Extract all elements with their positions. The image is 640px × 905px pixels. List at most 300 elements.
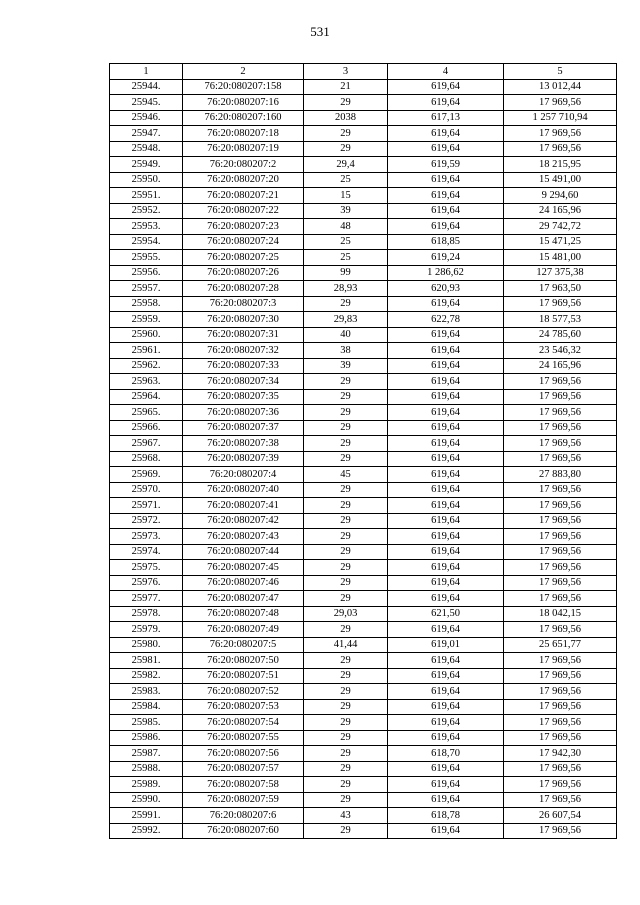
area-cell: 29 bbox=[304, 482, 388, 498]
table-row bbox=[110, 653, 617, 669]
area-cell: 29 bbox=[304, 668, 388, 684]
cadastral-number-cell: 76:20:080207:55 bbox=[183, 730, 304, 746]
row-number-cell: 25959. bbox=[110, 312, 183, 328]
cadastral-number-cell: 76:20:080207:48 bbox=[183, 606, 304, 622]
cadastral-number-cell: 76:20:080207:46 bbox=[183, 575, 304, 591]
value-cell: 27 883,80 bbox=[504, 467, 617, 483]
row-number-cell: 25975. bbox=[110, 560, 183, 576]
table-row bbox=[110, 823, 617, 839]
rate-cell: 619,64 bbox=[388, 389, 504, 405]
table-row bbox=[110, 560, 617, 576]
value-cell: 15 481,00 bbox=[504, 250, 617, 266]
table-row bbox=[110, 622, 617, 638]
cadastral-number-cell: 76:20:080207:19 bbox=[183, 141, 304, 157]
row-number-cell: 25963. bbox=[110, 374, 183, 390]
area-cell: 39 bbox=[304, 358, 388, 374]
table-row bbox=[110, 482, 617, 498]
value-cell: 24 785,60 bbox=[504, 327, 617, 343]
area-cell: 48 bbox=[304, 219, 388, 235]
rate-cell: 617,13 bbox=[388, 110, 504, 126]
value-cell: 18 042,15 bbox=[504, 606, 617, 622]
row-number-cell: 25974. bbox=[110, 544, 183, 560]
row-number-cell: 25961. bbox=[110, 343, 183, 359]
cadastral-number-cell: 76:20:080207:60 bbox=[183, 823, 304, 839]
value-cell: 17 969,56 bbox=[504, 777, 617, 793]
row-number-cell: 25978. bbox=[110, 606, 183, 622]
value-cell: 17 969,56 bbox=[504, 296, 617, 312]
area-cell: 29 bbox=[304, 374, 388, 390]
table-row bbox=[110, 684, 617, 700]
area-cell: 29 bbox=[304, 823, 388, 839]
rate-cell: 619,64 bbox=[388, 544, 504, 560]
table-row bbox=[110, 792, 617, 808]
area-cell: 29 bbox=[304, 405, 388, 421]
table-row bbox=[110, 250, 617, 266]
row-number-cell: 25954. bbox=[110, 234, 183, 250]
area-cell: 29 bbox=[304, 560, 388, 576]
area-cell: 29 bbox=[304, 792, 388, 808]
area-cell: 29 bbox=[304, 684, 388, 700]
table-row bbox=[110, 234, 617, 250]
area-cell: 39 bbox=[304, 203, 388, 219]
area-cell: 15 bbox=[304, 188, 388, 204]
column-header-3: 3 bbox=[304, 64, 388, 80]
cadastral-number-cell: 76:20:080207:49 bbox=[183, 622, 304, 638]
value-cell: 17 963,50 bbox=[504, 281, 617, 297]
area-cell: 29 bbox=[304, 746, 388, 762]
rate-cell: 618,85 bbox=[388, 234, 504, 250]
cadastral-number-cell: 76:20:080207:30 bbox=[183, 312, 304, 328]
value-cell: 17 969,56 bbox=[504, 529, 617, 545]
table-row bbox=[110, 312, 617, 328]
table-row bbox=[110, 219, 617, 235]
cadastral-number-cell: 76:20:080207:18 bbox=[183, 126, 304, 142]
row-number-cell: 25955. bbox=[110, 250, 183, 266]
value-cell: 9 294,60 bbox=[504, 188, 617, 204]
area-cell: 29 bbox=[304, 699, 388, 715]
area-cell: 25 bbox=[304, 172, 388, 188]
cadastral-number-cell: 76:20:080207:43 bbox=[183, 529, 304, 545]
value-cell: 17 969,56 bbox=[504, 761, 617, 777]
area-cell: 41,44 bbox=[304, 637, 388, 653]
area-cell: 29 bbox=[304, 95, 388, 111]
area-cell: 45 bbox=[304, 467, 388, 483]
value-cell: 17 969,56 bbox=[504, 699, 617, 715]
cadastral-number-cell: 76:20:080207:5 bbox=[183, 637, 304, 653]
row-number-cell: 25991. bbox=[110, 808, 183, 824]
cadastral-number-cell: 76:20:080207:41 bbox=[183, 498, 304, 514]
rate-cell: 619,64 bbox=[388, 141, 504, 157]
cadastral-number-cell: 76:20:080207:38 bbox=[183, 436, 304, 452]
column-header-5: 5 bbox=[504, 64, 617, 80]
table-row bbox=[110, 327, 617, 343]
row-number-cell: 25988. bbox=[110, 761, 183, 777]
value-cell: 17 969,56 bbox=[504, 575, 617, 591]
value-cell: 29 742,72 bbox=[504, 219, 617, 235]
value-cell: 17 969,56 bbox=[504, 730, 617, 746]
area-cell: 29 bbox=[304, 761, 388, 777]
table-row bbox=[110, 761, 617, 777]
cadastral-number-cell: 76:20:080207:24 bbox=[183, 234, 304, 250]
value-cell: 15 471,25 bbox=[504, 234, 617, 250]
area-cell: 29 bbox=[304, 436, 388, 452]
rate-cell: 621,50 bbox=[388, 606, 504, 622]
row-number-cell: 25956. bbox=[110, 265, 183, 281]
row-number-cell: 25986. bbox=[110, 730, 183, 746]
row-number-cell: 25964. bbox=[110, 389, 183, 405]
table-row bbox=[110, 79, 617, 95]
rate-cell: 620,93 bbox=[388, 281, 504, 297]
area-cell: 29 bbox=[304, 141, 388, 157]
table-row bbox=[110, 637, 617, 653]
rate-cell: 619,64 bbox=[388, 668, 504, 684]
table-row bbox=[110, 746, 617, 762]
table-header-row bbox=[110, 64, 617, 80]
table-row bbox=[110, 95, 617, 111]
table-row bbox=[110, 405, 617, 421]
area-cell: 29 bbox=[304, 126, 388, 142]
cadastral-number-cell: 76:20:080207:6 bbox=[183, 808, 304, 824]
value-cell: 17 969,56 bbox=[504, 544, 617, 560]
table-row bbox=[110, 374, 617, 390]
cadastral-number-cell: 76:20:080207:45 bbox=[183, 560, 304, 576]
rate-cell: 619,64 bbox=[388, 79, 504, 95]
value-cell: 17 969,56 bbox=[504, 715, 617, 731]
row-number-cell: 25970. bbox=[110, 482, 183, 498]
value-cell: 13 012,44 bbox=[504, 79, 617, 95]
cadastral-number-cell: 76:20:080207:25 bbox=[183, 250, 304, 266]
rate-cell: 619,64 bbox=[388, 436, 504, 452]
cadastral-number-cell: 76:20:080207:54 bbox=[183, 715, 304, 731]
area-cell: 29,83 bbox=[304, 312, 388, 328]
table-row bbox=[110, 591, 617, 607]
value-cell: 17 969,56 bbox=[504, 653, 617, 669]
rate-cell: 619,64 bbox=[388, 792, 504, 808]
row-number-cell: 25967. bbox=[110, 436, 183, 452]
row-number-cell: 25944. bbox=[110, 79, 183, 95]
value-cell: 17 969,56 bbox=[504, 141, 617, 157]
registry-table bbox=[109, 63, 617, 839]
row-number-cell: 25965. bbox=[110, 405, 183, 421]
cadastral-number-cell: 76:20:080207:50 bbox=[183, 653, 304, 669]
value-cell: 17 969,56 bbox=[504, 95, 617, 111]
row-number-cell: 25984. bbox=[110, 699, 183, 715]
row-number-cell: 25950. bbox=[110, 172, 183, 188]
table-row bbox=[110, 699, 617, 715]
value-cell: 127 375,38 bbox=[504, 265, 617, 281]
rate-cell: 619,64 bbox=[388, 730, 504, 746]
area-cell: 29,03 bbox=[304, 606, 388, 622]
area-cell: 29 bbox=[304, 715, 388, 731]
table-row bbox=[110, 110, 617, 126]
value-cell: 17 969,56 bbox=[504, 126, 617, 142]
value-cell: 17 942,30 bbox=[504, 746, 617, 762]
rate-cell: 619,64 bbox=[388, 405, 504, 421]
cadastral-number-cell: 76:20:080207:51 bbox=[183, 668, 304, 684]
row-number-cell: 25987. bbox=[110, 746, 183, 762]
rate-cell: 619,64 bbox=[388, 653, 504, 669]
area-cell: 43 bbox=[304, 808, 388, 824]
table-row bbox=[110, 606, 617, 622]
area-cell: 2038 bbox=[304, 110, 388, 126]
value-cell: 17 969,56 bbox=[504, 498, 617, 514]
value-cell: 17 969,56 bbox=[504, 374, 617, 390]
row-number-cell: 25983. bbox=[110, 684, 183, 700]
area-cell: 29 bbox=[304, 777, 388, 793]
rate-cell: 619,01 bbox=[388, 637, 504, 653]
cadastral-number-cell: 76:20:080207:53 bbox=[183, 699, 304, 715]
row-number-cell: 25949. bbox=[110, 157, 183, 173]
area-cell: 29 bbox=[304, 529, 388, 545]
row-number-cell: 25951. bbox=[110, 188, 183, 204]
row-number-cell: 25990. bbox=[110, 792, 183, 808]
area-cell: 29 bbox=[304, 653, 388, 669]
table-row bbox=[110, 715, 617, 731]
rate-cell: 619,64 bbox=[388, 219, 504, 235]
row-number-cell: 25952. bbox=[110, 203, 183, 219]
value-cell: 17 969,56 bbox=[504, 684, 617, 700]
table-row bbox=[110, 436, 617, 452]
rate-cell: 619,64 bbox=[388, 358, 504, 374]
table-row bbox=[110, 265, 617, 281]
table-row bbox=[110, 203, 617, 219]
value-cell: 15 491,00 bbox=[504, 172, 617, 188]
row-number-cell: 25962. bbox=[110, 358, 183, 374]
rate-cell: 618,70 bbox=[388, 746, 504, 762]
cadastral-number-cell: 76:20:080207:158 bbox=[183, 79, 304, 95]
row-number-cell: 25976. bbox=[110, 575, 183, 591]
rate-cell: 619,64 bbox=[388, 188, 504, 204]
value-cell: 18 215,95 bbox=[504, 157, 617, 173]
cadastral-number-cell: 76:20:080207:58 bbox=[183, 777, 304, 793]
rate-cell: 619,64 bbox=[388, 684, 504, 700]
table-row bbox=[110, 389, 617, 405]
area-cell: 21 bbox=[304, 79, 388, 95]
area-cell: 29 bbox=[304, 389, 388, 405]
value-cell: 1 257 710,94 bbox=[504, 110, 617, 126]
value-cell: 17 969,56 bbox=[504, 792, 617, 808]
rate-cell: 619,64 bbox=[388, 420, 504, 436]
value-cell: 23 546,32 bbox=[504, 343, 617, 359]
table-row bbox=[110, 730, 617, 746]
column-header-1: 1 bbox=[110, 64, 183, 80]
row-number-cell: 25972. bbox=[110, 513, 183, 529]
cadastral-number-cell: 76:20:080207:21 bbox=[183, 188, 304, 204]
rate-cell: 1 286,62 bbox=[388, 265, 504, 281]
area-cell: 29 bbox=[304, 544, 388, 560]
rate-cell: 619,64 bbox=[388, 126, 504, 142]
rate-cell: 619,64 bbox=[388, 823, 504, 839]
cadastral-number-cell: 76:20:080207:56 bbox=[183, 746, 304, 762]
cadastral-number-cell: 76:20:080207:160 bbox=[183, 110, 304, 126]
cadastral-number-cell: 76:20:080207:59 bbox=[183, 792, 304, 808]
cadastral-number-cell: 76:20:080207:57 bbox=[183, 761, 304, 777]
area-cell: 38 bbox=[304, 343, 388, 359]
cadastral-number-cell: 76:20:080207:3 bbox=[183, 296, 304, 312]
value-cell: 17 969,56 bbox=[504, 389, 617, 405]
rate-cell: 619,64 bbox=[388, 451, 504, 467]
rate-cell: 619,64 bbox=[388, 498, 504, 514]
cadastral-number-cell: 76:20:080207:42 bbox=[183, 513, 304, 529]
cadastral-number-cell: 76:20:080207:23 bbox=[183, 219, 304, 235]
cadastral-number-cell: 76:20:080207:26 bbox=[183, 265, 304, 281]
row-number-cell: 25960. bbox=[110, 327, 183, 343]
rate-cell: 619,64 bbox=[388, 575, 504, 591]
table-row bbox=[110, 529, 617, 545]
area-cell: 29 bbox=[304, 622, 388, 638]
row-number-cell: 25971. bbox=[110, 498, 183, 514]
table-row bbox=[110, 343, 617, 359]
table-body bbox=[110, 79, 617, 839]
rate-cell: 619,64 bbox=[388, 467, 504, 483]
rate-cell: 619,64 bbox=[388, 343, 504, 359]
rate-cell: 619,64 bbox=[388, 203, 504, 219]
row-number-cell: 25947. bbox=[110, 126, 183, 142]
area-cell: 29 bbox=[304, 296, 388, 312]
rate-cell: 619,64 bbox=[388, 95, 504, 111]
value-cell: 17 969,56 bbox=[504, 823, 617, 839]
value-cell: 17 969,56 bbox=[504, 451, 617, 467]
column-header-4: 4 bbox=[388, 64, 504, 80]
area-cell: 29 bbox=[304, 513, 388, 529]
area-cell: 28,93 bbox=[304, 281, 388, 297]
row-number-cell: 25977. bbox=[110, 591, 183, 607]
value-cell: 17 969,56 bbox=[504, 436, 617, 452]
cadastral-number-cell: 76:20:080207:28 bbox=[183, 281, 304, 297]
cadastral-number-cell: 76:20:080207:32 bbox=[183, 343, 304, 359]
value-cell: 17 969,56 bbox=[504, 560, 617, 576]
row-number-cell: 25992. bbox=[110, 823, 183, 839]
rate-cell: 619,64 bbox=[388, 374, 504, 390]
cadastral-number-cell: 76:20:080207:34 bbox=[183, 374, 304, 390]
value-cell: 17 969,56 bbox=[504, 591, 617, 607]
table-row bbox=[110, 544, 617, 560]
value-cell: 26 607,54 bbox=[504, 808, 617, 824]
cadastral-number-cell: 76:20:080207:40 bbox=[183, 482, 304, 498]
row-number-cell: 25948. bbox=[110, 141, 183, 157]
area-cell: 29 bbox=[304, 451, 388, 467]
table-row bbox=[110, 358, 617, 374]
table-row bbox=[110, 451, 617, 467]
rate-cell: 619,24 bbox=[388, 250, 504, 266]
row-number-cell: 25981. bbox=[110, 653, 183, 669]
rate-cell: 619,64 bbox=[388, 622, 504, 638]
value-cell: 25 651,77 bbox=[504, 637, 617, 653]
table-row bbox=[110, 157, 617, 173]
table-row bbox=[110, 513, 617, 529]
row-number-cell: 25945. bbox=[110, 95, 183, 111]
area-cell: 29 bbox=[304, 575, 388, 591]
rate-cell: 619,64 bbox=[388, 560, 504, 576]
cadastral-number-cell: 76:20:080207:47 bbox=[183, 591, 304, 607]
area-cell: 29 bbox=[304, 591, 388, 607]
table-row bbox=[110, 668, 617, 684]
rate-cell: 619,64 bbox=[388, 777, 504, 793]
table-row bbox=[110, 777, 617, 793]
row-number-cell: 25982. bbox=[110, 668, 183, 684]
rate-cell: 619,64 bbox=[388, 591, 504, 607]
row-number-cell: 25980. bbox=[110, 637, 183, 653]
table-row bbox=[110, 467, 617, 483]
value-cell: 17 969,56 bbox=[504, 482, 617, 498]
cadastral-number-cell: 76:20:080207:16 bbox=[183, 95, 304, 111]
cadastral-number-cell: 76:20:080207:39 bbox=[183, 451, 304, 467]
rate-cell: 619,64 bbox=[388, 715, 504, 731]
table-row bbox=[110, 172, 617, 188]
row-number-cell: 25957. bbox=[110, 281, 183, 297]
table-row bbox=[110, 281, 617, 297]
table-row bbox=[110, 141, 617, 157]
cadastral-number-cell: 76:20:080207:52 bbox=[183, 684, 304, 700]
area-cell: 29 bbox=[304, 730, 388, 746]
row-number-cell: 25979. bbox=[110, 622, 183, 638]
value-cell: 24 165,96 bbox=[504, 358, 617, 374]
table-row bbox=[110, 296, 617, 312]
value-cell: 17 969,56 bbox=[504, 622, 617, 638]
cadastral-number-cell: 76:20:080207:44 bbox=[183, 544, 304, 560]
row-number-cell: 25968. bbox=[110, 451, 183, 467]
rate-cell: 622,78 bbox=[388, 312, 504, 328]
rate-cell: 619,64 bbox=[388, 699, 504, 715]
cadastral-number-cell: 76:20:080207:4 bbox=[183, 467, 304, 483]
value-cell: 17 969,56 bbox=[504, 513, 617, 529]
rate-cell: 618,78 bbox=[388, 808, 504, 824]
area-cell: 29,4 bbox=[304, 157, 388, 173]
cadastral-number-cell: 76:20:080207:37 bbox=[183, 420, 304, 436]
table-row bbox=[110, 575, 617, 591]
cadastral-number-cell: 76:20:080207:33 bbox=[183, 358, 304, 374]
rate-cell: 619,64 bbox=[388, 327, 504, 343]
table-row bbox=[110, 808, 617, 824]
table-row bbox=[110, 188, 617, 204]
rate-cell: 619,64 bbox=[388, 529, 504, 545]
value-cell: 18 577,53 bbox=[504, 312, 617, 328]
cadastral-number-cell: 76:20:080207:2 bbox=[183, 157, 304, 173]
row-number-cell: 25989. bbox=[110, 777, 183, 793]
column-header-2: 2 bbox=[183, 64, 304, 80]
row-number-cell: 25958. bbox=[110, 296, 183, 312]
cadastral-number-cell: 76:20:080207:36 bbox=[183, 405, 304, 421]
area-cell: 29 bbox=[304, 420, 388, 436]
value-cell: 17 969,56 bbox=[504, 405, 617, 421]
cadastral-number-cell: 76:20:080207:35 bbox=[183, 389, 304, 405]
rate-cell: 619,64 bbox=[388, 513, 504, 529]
area-cell: 40 bbox=[304, 327, 388, 343]
page-number: 531 bbox=[310, 24, 330, 39]
row-number-cell: 25953. bbox=[110, 219, 183, 235]
table-row bbox=[110, 126, 617, 142]
row-number-cell: 25966. bbox=[110, 420, 183, 436]
rate-cell: 619,64 bbox=[388, 172, 504, 188]
cadastral-number-cell: 76:20:080207:20 bbox=[183, 172, 304, 188]
rate-cell: 619,64 bbox=[388, 296, 504, 312]
value-cell: 24 165,96 bbox=[504, 203, 617, 219]
rate-cell: 619,64 bbox=[388, 482, 504, 498]
cadastral-number-cell: 76:20:080207:22 bbox=[183, 203, 304, 219]
row-number-cell: 25969. bbox=[110, 467, 183, 483]
area-cell: 25 bbox=[304, 250, 388, 266]
rate-cell: 619,64 bbox=[388, 761, 504, 777]
area-cell: 25 bbox=[304, 234, 388, 250]
table-row bbox=[110, 498, 617, 514]
row-number-cell: 25985. bbox=[110, 715, 183, 731]
value-cell: 17 969,56 bbox=[504, 668, 617, 684]
row-number-cell: 25946. bbox=[110, 110, 183, 126]
rate-cell: 619,59 bbox=[388, 157, 504, 173]
area-cell: 29 bbox=[304, 498, 388, 514]
table-row bbox=[110, 420, 617, 436]
row-number-cell: 25973. bbox=[110, 529, 183, 545]
